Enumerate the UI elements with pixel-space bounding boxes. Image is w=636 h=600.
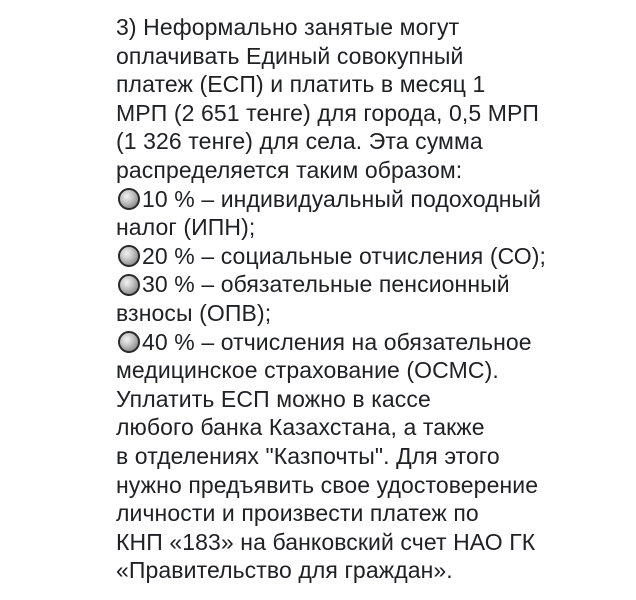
radio-button-icon [118,331,140,353]
text-line: любого банка Казахстана, а также [116,414,485,441]
radio-button-icon [118,245,140,267]
bullet-continuation: налог (ИПН); [116,214,256,241]
text-line: платеж (ЕСП) и платить в месяц 1 [116,71,486,98]
bullet-item-ipn [116,185,628,214]
radio-button-icon [118,274,140,296]
text-line: КНП «183» на банковский счет НАО ГК [116,528,536,555]
message-text [116,13,628,585]
text-line: оплачивать Единый совокупный [116,42,464,69]
text-line: «Правительство для граждан». [116,557,453,584]
bullet-item-so [116,242,628,271]
bullet-item-osms [116,328,628,357]
text-line: нужно предъявить свое удостоверение [116,471,539,498]
text-line: (1 326 тенге) для села. Эта сумма [116,128,483,155]
text-line: личности и произвести платеж по [116,500,479,527]
text-line: распределяется таким образом: [116,156,463,183]
bullet-continuation: медицинское страхование (ОСМС). [116,357,499,384]
radio-button-icon [118,188,140,210]
text-line: в отделениях "Казпочты". Для этого [116,442,500,469]
bullet-text: 20 % – социальные отчисления (СО); [142,242,547,269]
text-line: 3) Неформально занятые могут [116,14,460,40]
text-line: МРП (2 651 тенге) для города, 0,5 МРП [116,99,540,126]
bullet-continuation: взносы (ОПВ); [116,299,272,326]
bullet-text: 40 % – отчисления на обязательное [142,328,532,355]
bullet-item-opv [116,270,628,299]
bullet-text: 10 % – индивидуальный подоходный [142,185,542,212]
bullet-text: 30 % – обязательные пенсионный [142,271,510,298]
text-line: Уплатить ЕСП можно в кассе [116,385,431,412]
